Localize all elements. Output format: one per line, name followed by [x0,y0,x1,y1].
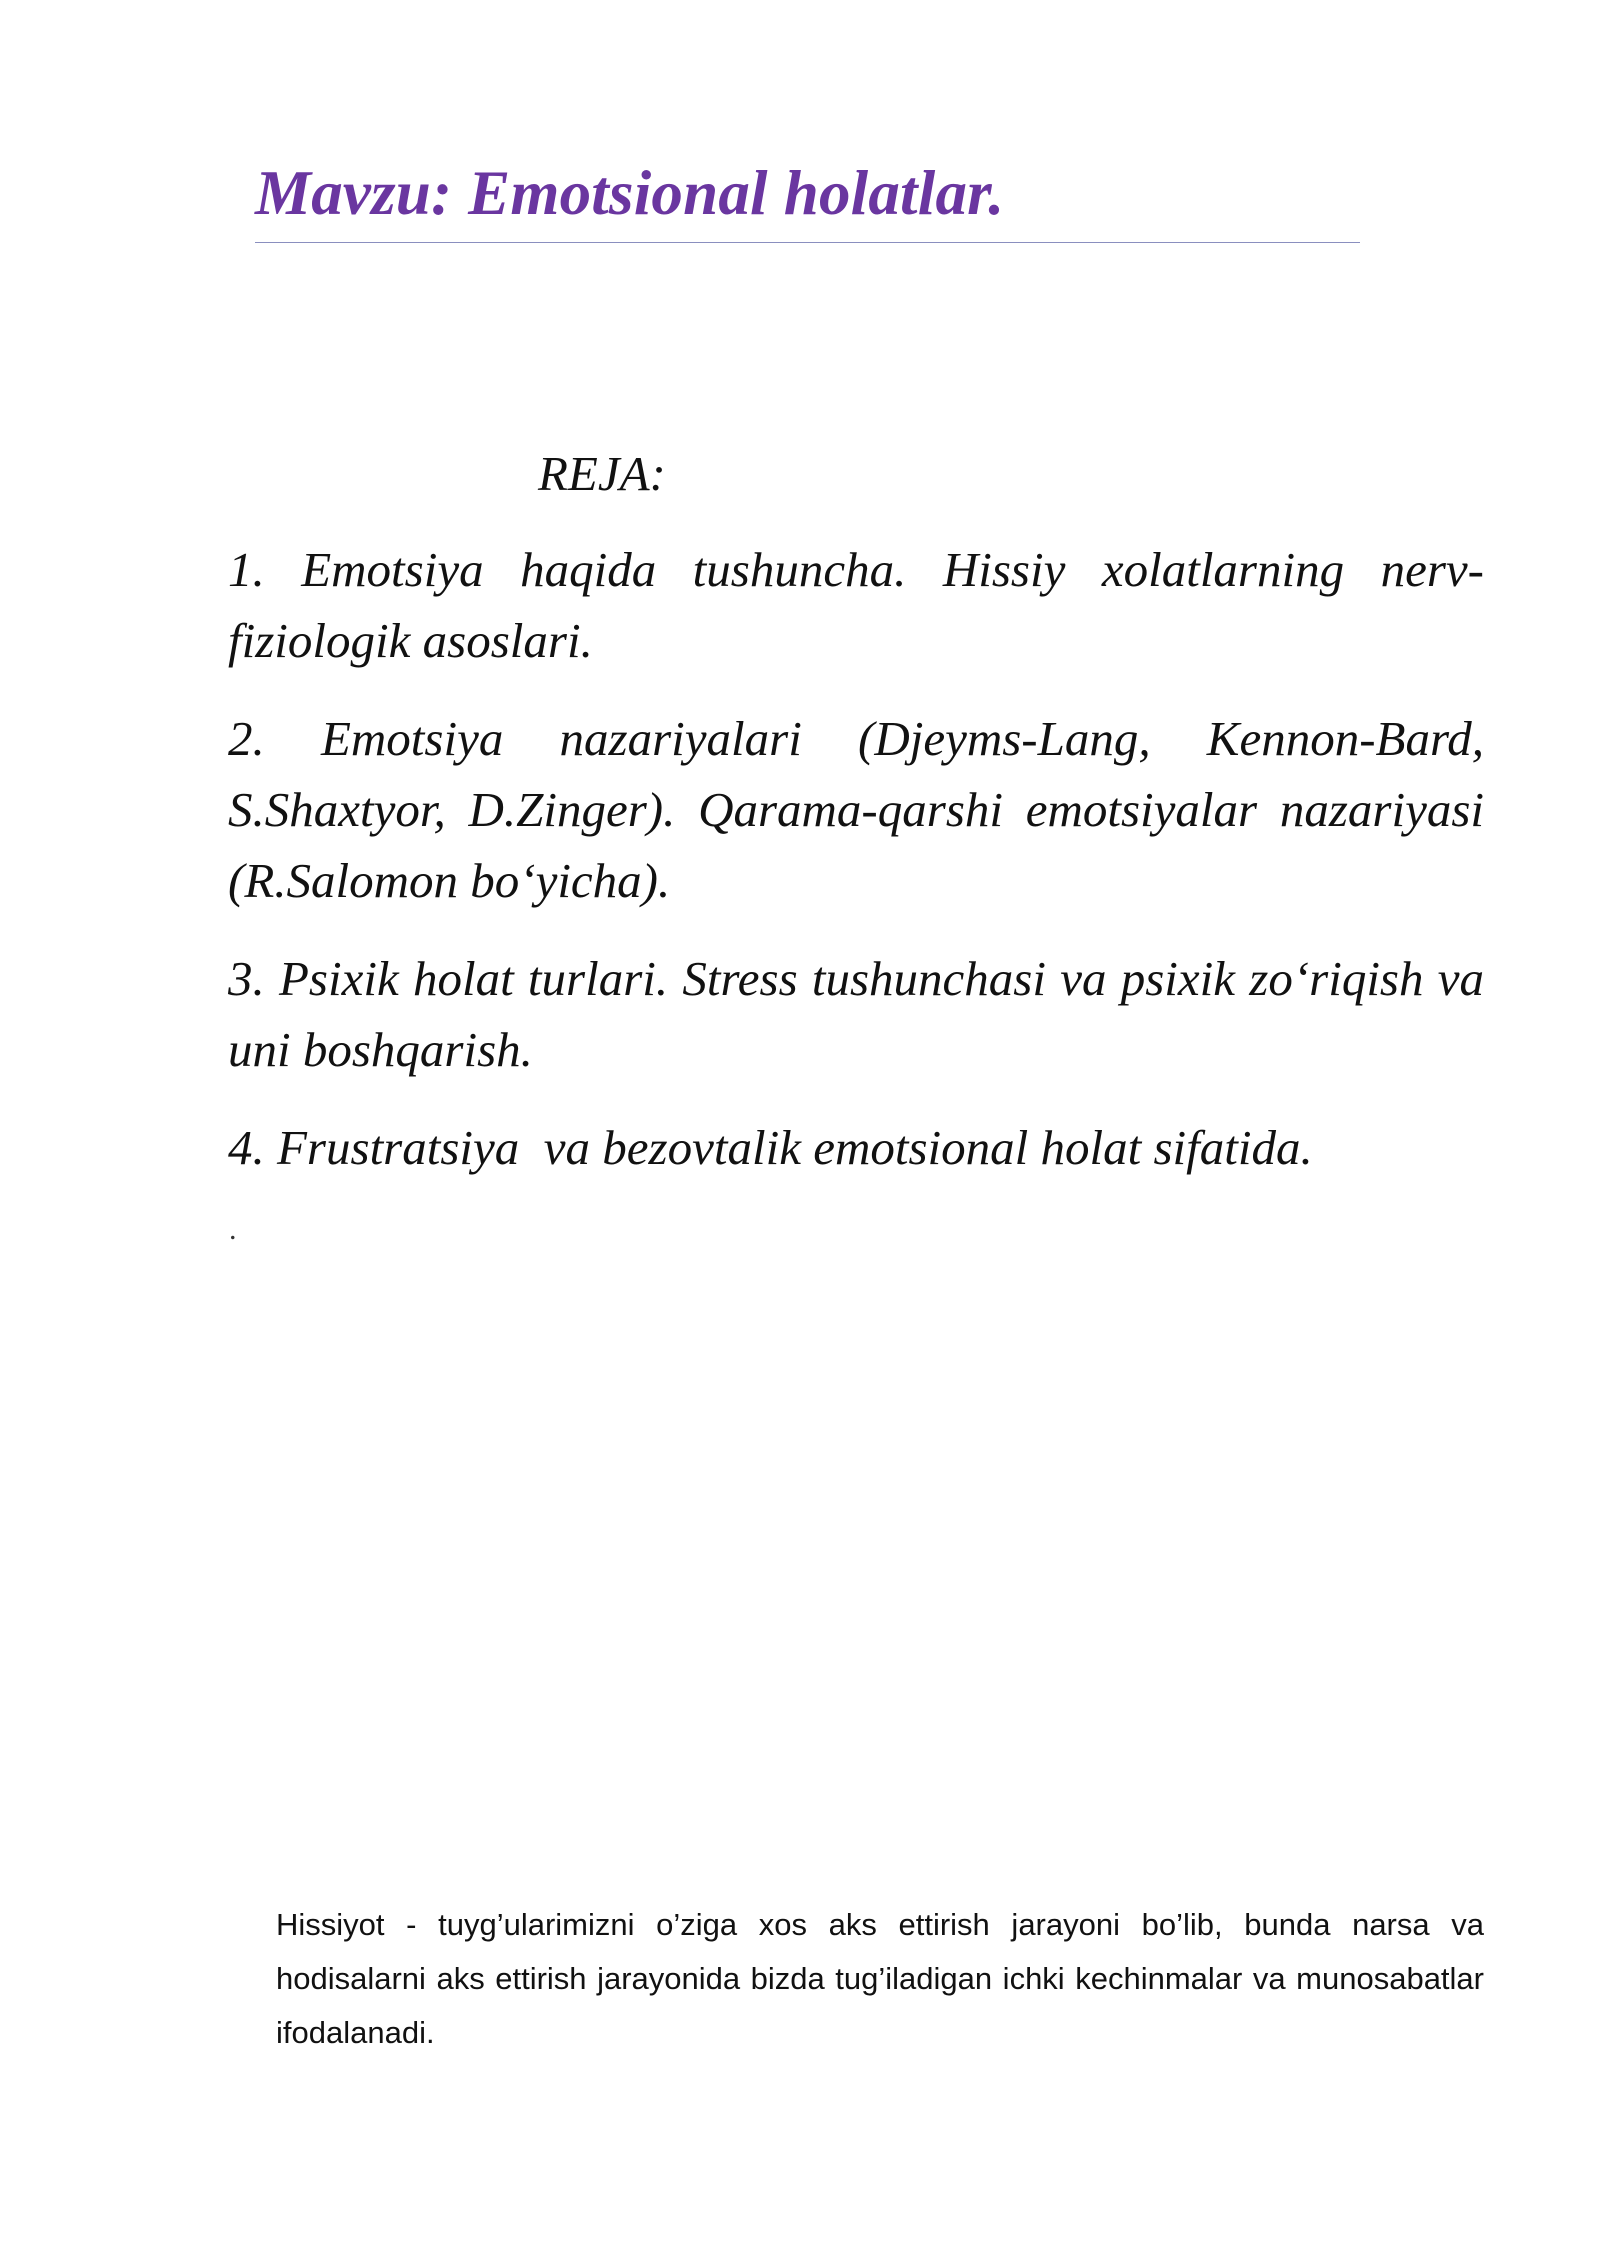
plan-item-1: 1. Emotsiya haqida tushuncha. Hissiy xolatlarning nerv-fiziologik asoslari. [228,542,1484,668]
plan-item-3: 3. Psixik holat turlari. Stress tushunchasi va psixik zo‘riqish va uni boshqarish. [228,951,1484,1077]
footnote-definition: Hissiyot - tuyg’ularimizni o’ziga xos aks ettirish jarayoni bo’lib, bunda narsa va hodisalarni aks ettirish jarayonida bizda tug’iladigan ichki kechinmalar va munosabatlar ifodalanadi. [276,1907,1484,2050]
plan-item-2: 2. Emotsiya nazariyalari (Djeyms-Lang, Kennon-Bard, S.Shaxtyor, D.Zinger). Qarama-qarshi emotsiyalar nazariyasi (R.Salomon bo‘yicha). [228,711,1484,908]
plan-item-4: 4. Frustratsiya va bezovtalik emotsional holat sifatida. [228,1120,1313,1175]
document-title: Mavzu: Emotsional holatlar. [255,158,1005,228]
title-underline-rule [255,242,1360,243]
plan-list [228,534,1484,1210]
plan-heading: REJA: [538,446,666,501]
stray-dot: . [229,1213,237,1246]
